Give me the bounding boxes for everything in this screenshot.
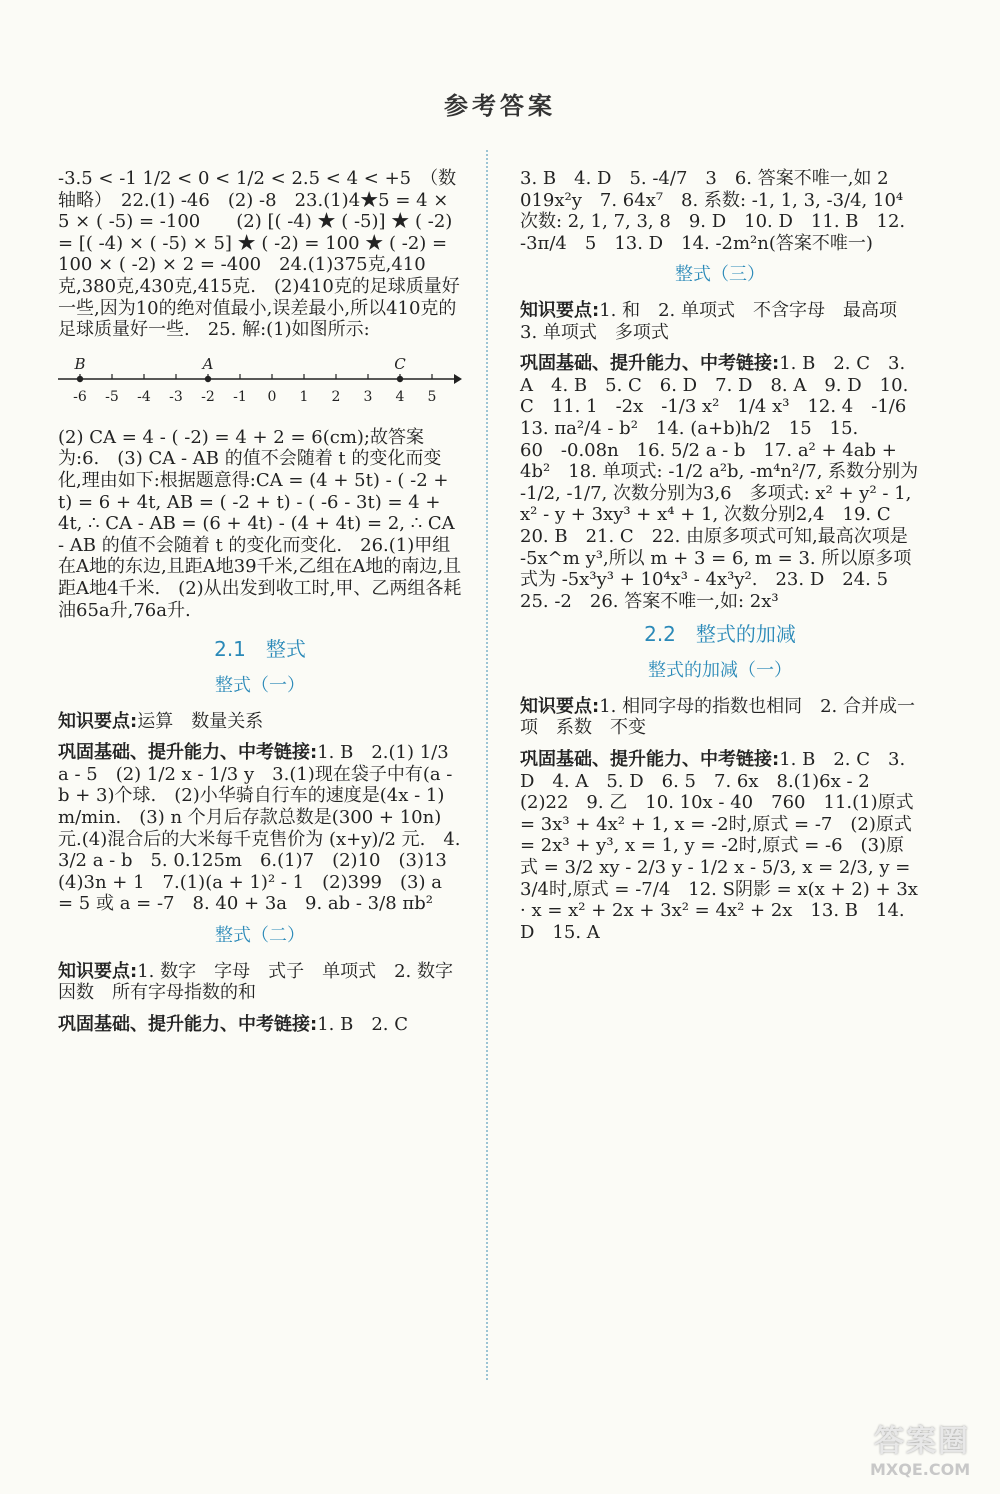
exercise-text: 1. B 2. C 3. D 4. A 5. D 6. 5 7. 6x 8.(1)6x - 2 (2)22 9. 乙 10. 10x - 40 760 11.(1)原式 = 3x³ + 4x² + 1, x = -2时,原式 = -7 (2)原式 = 2x³ + y³, x = 1, y = -2时,原式 = -6 (3)原式 = 3/2 xy - 2/3 y - 1/2 x - 5/3, x = 2/3, y = 3/4时,原式 = -7/4 12. S阴影 = x(x + 2) + 3x · x = x² + 2x + 3x² = 4x² + 2x 13. B 14. D 15. A	[520, 749, 918, 943]
column-divider	[486, 150, 488, 1380]
section-title: 2.2 整式的加减	[644, 622, 796, 647]
number-line-tick-label: -2	[201, 388, 215, 405]
answer-paragraph: (2) CA = 4 - ( -2) = 4 + 2 = 6(cm);故答案为:6. (3) CA - AB 的值不会随着 t 的变化而变化,理由如下:根据题意得:CA = (4 + 5t) - ( -2 + t) = 6 + 4t, AB = ( -2 + t) - ( -6 - 3t) = 4 + 4t, ∴ CA - AB = (6 + 4t) - (4 + 4t) = 2, ∴ CA - AB 的值不会随着 t 的变化而变化. 26.(1)甲组在A地的东边,且距A地39千米,乙组在A地的南边,且距A地4千米. (2)从出发到收工时,甲、乙两组各耗油65a升,76a升.	[58, 426, 462, 621]
number-line-point	[77, 376, 83, 382]
answer-paragraph: 3. B 4. D 5. -4/7 3 6. 答案不唯一,如 2 019x²y 7. 64x⁷ 8. 系数: -1, 1, 3, -3/4, 10⁴ 次数: 2, 1, 7, 3, 8 9. D 10. D 11. B 12. -3π/4 5 13. D 14. -2m²n(答案不唯一)	[520, 168, 922, 254]
knowledge-text: 1. 数字 字母 式子 单项式 2. 数字因数 所有字母指数的和	[58, 960, 453, 1004]
knowledge-text: 1. 相同字母的指数也相同 2. 合并成一项 系数 不变	[520, 695, 915, 739]
number-line-tick-label: -6	[73, 388, 87, 405]
subsection-title: 整式（三）	[675, 264, 765, 286]
exercise-label: 巩固基础、提升能力、中考链接:	[58, 742, 318, 764]
exercise-label: 巩固基础、提升能力、中考链接:	[520, 749, 780, 771]
knowledge-text: 运算 数量关系	[137, 710, 264, 732]
section-title: 2.1 整式	[214, 637, 306, 662]
watermark-logo	[860, 1410, 992, 1480]
exercise-text: 1. B 2. C	[317, 1013, 408, 1035]
number-line-point-label: A	[202, 354, 214, 373]
watermark-url: MXQE.COM	[870, 1460, 971, 1479]
knowledge-label: 知识要点:	[520, 299, 600, 321]
subsection-title: 整式（二）	[215, 925, 305, 947]
exercise-label: 巩固基础、提升能力、中考链接:	[58, 1013, 318, 1035]
number-line-point	[205, 376, 211, 382]
number-line-tick-label: 5	[427, 388, 437, 405]
answer-paragraph: -3.5 < -1 1/2 < 0 < 1/2 < 2.5 < 4 < +5 （数轴略） 22.(1) -46 (2) -8 23.(1)4★5 = 4 × 5 × ( -5) = -100 (2) [( -4) ★ ( -5)] ★ ( -2) = [( -4) × ( -5) × 5] ★ ( -2) = 100 ★ ( -2) = 100 × ( -2) × 2 = -400 24.(1)375克,410克,380克,430克,415克. (2)410克的足球质量好一些,因为10的绝对值最小,误差最小,所以410克的足球质量好一些. 25. 解:(1)如图所示:	[58, 168, 460, 341]
watermark-logo-text: 答案圈	[874, 1424, 970, 1459]
number-line	[58, 351, 462, 415]
number-line-tick-label: -3	[169, 388, 183, 405]
knowledge-label: 知识要点:	[58, 710, 138, 732]
subsection-title: 整式的加减（一）	[648, 660, 792, 682]
number-line-tick-label: 2	[331, 388, 341, 405]
right-column	[520, 168, 925, 953]
number-line-tick-label: 0	[267, 388, 277, 405]
left-column	[58, 168, 465, 1045]
number-line-tick-label: 1	[299, 388, 309, 405]
number-line-point	[397, 376, 403, 382]
number-line-tick-label: -1	[233, 388, 247, 405]
number-line-point-label: C	[394, 354, 406, 373]
knowledge-label: 知识要点:	[520, 695, 600, 717]
number-line-point-label: B	[74, 354, 86, 373]
exercise-text: 1. B 2.(1) 1/3 a - 5 (2) 1/2 x - 1/3 y 3.(1)现在袋子中有(a - b + 3)个球. (2)小华骑自行车的速度是(4x - 1) m/min. (3) n 个月后存款总数是(300 + 10n)元.(4)混合后的大米每千克售价为 (x+y)/2 元. 4. 3/2 a - b 5. 0.125m 6.(1)7 (2)10 (3)13 (4)3n + 1 7.(1)(a + 1)² - 1 (2)399 (3) a = 5 或 a = -7 8. 40 + 3a 9. ab - 3/8 πb²	[58, 742, 465, 915]
number-line-tick-label: 3	[363, 388, 373, 405]
number-line-tick-label: -5	[105, 388, 119, 405]
number-line-figure	[58, 351, 462, 415]
exercise-text: 1. B 2. C 3. A 4. B 5. C 6. D 7. D 8. A 9. D 10. C 11. 1 -2x -1/3 x² 1/4 x³ 12. 4 -1/6 13. πa²/4 - b² 14. (a+b)h/2 15 15. 60 -0.08n 16. 5/2 a - b 17. a² + 4ab + 4b² 18. 单项式: -1/2 a²b, -m⁴n²/7, 系数分别为 -1/2, -1/7, 次数分别为3,6 多项式: x² + y² - 1, x² - y + 3xy³ + x⁴ + 1, 次数分别2,4 19. C 20. B 21. C 22. 由原多项式可知,最高次项是 -5x^m y³,所以 m + 3 = 6, m = 3. 所以原多项式为 -5x³y³ + 10⁴x³ - 4x³y². 23. D 24. 5 25. -2 26. 答案不唯一,如: 2x³	[520, 353, 925, 612]
knowledge-label: 知识要点:	[58, 960, 138, 982]
number-line-arrow	[454, 374, 462, 384]
subsection-title: 整式（一）	[215, 675, 305, 697]
page-title: 参考答案	[444, 92, 556, 120]
knowledge-text: 1. 和 2. 单项式 不含字母 最高项 3. 单项式 多项式	[520, 299, 915, 343]
number-line-tick-label: -4	[137, 388, 151, 405]
number-line-tick-label: 4	[395, 388, 405, 405]
exercise-label: 巩固基础、提升能力、中考链接:	[520, 353, 780, 375]
